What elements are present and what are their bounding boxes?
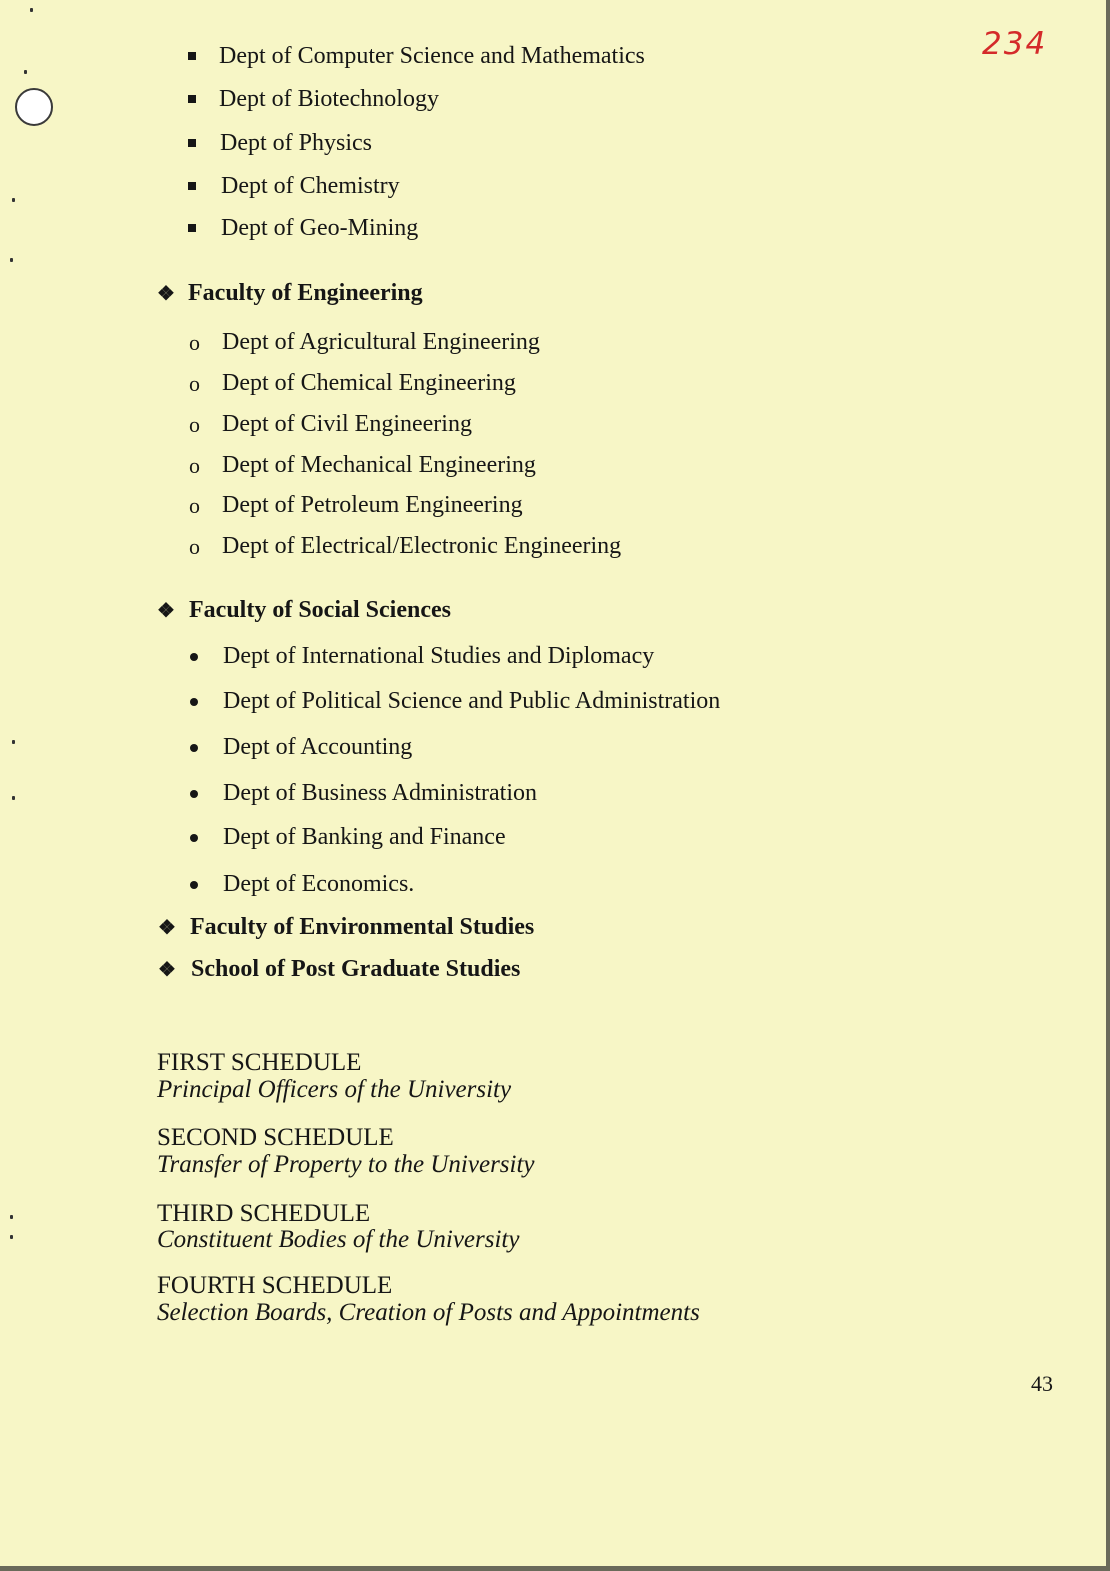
list-item bbox=[190, 823, 506, 851]
dept-name: Dept of Civil Engineering bbox=[222, 411, 472, 437]
square-bullet-icon bbox=[188, 95, 196, 103]
list-item bbox=[189, 410, 472, 438]
faculty-heading-engineering: ❖ Faculty of Engineering bbox=[157, 280, 423, 306]
circle-bullet-icon: o bbox=[189, 493, 200, 518]
schedule-title: SECOND SCHEDULE bbox=[157, 1124, 394, 1151]
page-edge-shadow bbox=[1106, 0, 1110, 1571]
scan-speck bbox=[10, 1235, 13, 1239]
list-item bbox=[190, 687, 720, 715]
list-item bbox=[188, 129, 372, 157]
list-item bbox=[189, 491, 523, 519]
scan-speck bbox=[30, 8, 33, 12]
scan-speck bbox=[12, 740, 15, 744]
schedule-subtitle: Selection Boards, Creation of Posts and Appointments bbox=[157, 1299, 700, 1326]
circle-bullet-icon: o bbox=[189, 412, 200, 437]
diamond-bullet-icon: ❖ bbox=[157, 283, 175, 305]
page-number: 43 bbox=[1031, 1371, 1053, 1396]
schedule-title: FIRST SCHEDULE bbox=[157, 1049, 362, 1076]
square-bullet-icon bbox=[188, 182, 196, 190]
dept-name: Dept of Biotechnology bbox=[219, 86, 439, 112]
handwritten-page-number: 234 bbox=[982, 26, 1048, 62]
list-item bbox=[188, 172, 400, 200]
list-item bbox=[189, 451, 536, 479]
dept-name: Dept of Accounting bbox=[223, 734, 413, 760]
list-item bbox=[188, 214, 418, 242]
schedule-subtitle: Principal Officers of the University bbox=[157, 1076, 512, 1103]
list-item bbox=[190, 870, 414, 898]
dept-name: Dept of Economics. bbox=[223, 871, 415, 897]
scan-speck bbox=[10, 1215, 13, 1219]
dot-bullet-icon bbox=[190, 698, 198, 706]
dot-bullet-icon bbox=[190, 653, 198, 661]
list-item bbox=[188, 85, 439, 113]
faculty-heading-postgrad: ❖ School of Post Graduate Studies bbox=[158, 956, 521, 982]
schedule-subtitle: Constituent Bodies of the University bbox=[157, 1226, 520, 1253]
dept-name: Dept of Electrical/Electronic Engineering bbox=[222, 533, 622, 559]
list-item bbox=[190, 733, 412, 761]
dept-name: Dept of Computer Science and Mathematics bbox=[219, 43, 645, 69]
dept-name: Dept of Political Science and Public Administration bbox=[223, 688, 721, 714]
circle-bullet-icon: o bbox=[189, 534, 200, 559]
dot-bullet-icon bbox=[190, 881, 198, 889]
dot-bullet-icon bbox=[190, 834, 198, 842]
dept-name: Dept of Banking and Finance bbox=[223, 824, 506, 850]
square-bullet-icon bbox=[188, 139, 196, 147]
list-item bbox=[190, 642, 654, 670]
square-bullet-icon bbox=[188, 52, 196, 60]
list-item bbox=[188, 42, 645, 70]
schedule-title: FOURTH SCHEDULE bbox=[157, 1272, 393, 1299]
dept-name: Dept of International Studies and Diplomacy bbox=[223, 643, 655, 669]
list-item bbox=[190, 779, 537, 807]
faculty-heading-social-sciences: ❖ Faculty of Social Sciences bbox=[157, 597, 451, 623]
square-bullet-icon bbox=[188, 224, 196, 232]
dept-name: Dept of Physics bbox=[220, 130, 372, 156]
list-item bbox=[189, 369, 516, 397]
scan-speck bbox=[24, 70, 27, 74]
dept-name: Dept of Petroleum Engineering bbox=[222, 492, 523, 518]
dept-name: Dept of Business Administration bbox=[223, 780, 537, 806]
page-edge-shadow-bottom bbox=[0, 1566, 1110, 1571]
scan-speck bbox=[12, 198, 15, 202]
dept-name: Dept of Agricultural Engineering bbox=[222, 329, 540, 355]
dept-name: Dept of Chemical Engineering bbox=[222, 370, 516, 396]
circle-bullet-icon: o bbox=[189, 330, 200, 355]
diamond-bullet-icon: ❖ bbox=[158, 959, 176, 981]
circle-bullet-icon: o bbox=[189, 453, 200, 478]
dept-name: Dept of Chemistry bbox=[221, 173, 400, 199]
circle-bullet-icon: o bbox=[189, 371, 200, 396]
list-item bbox=[189, 532, 621, 560]
dot-bullet-icon bbox=[190, 790, 198, 798]
schedule-subtitle: Transfer of Property to the University bbox=[157, 1151, 535, 1178]
dept-name: Dept of Geo-Mining bbox=[221, 215, 419, 241]
scan-speck bbox=[12, 796, 15, 800]
schedule-title: THIRD SCHEDULE bbox=[157, 1200, 371, 1227]
punch-hole bbox=[15, 88, 53, 126]
dept-name: Dept of Mechanical Engineering bbox=[222, 452, 536, 478]
list-item bbox=[189, 328, 540, 356]
diamond-bullet-icon: ❖ bbox=[158, 917, 176, 939]
faculty-heading-environmental: ❖ Faculty of Environmental Studies bbox=[158, 914, 535, 940]
diamond-bullet-icon: ❖ bbox=[157, 600, 175, 622]
dot-bullet-icon bbox=[190, 744, 198, 752]
scan-speck bbox=[10, 258, 13, 262]
